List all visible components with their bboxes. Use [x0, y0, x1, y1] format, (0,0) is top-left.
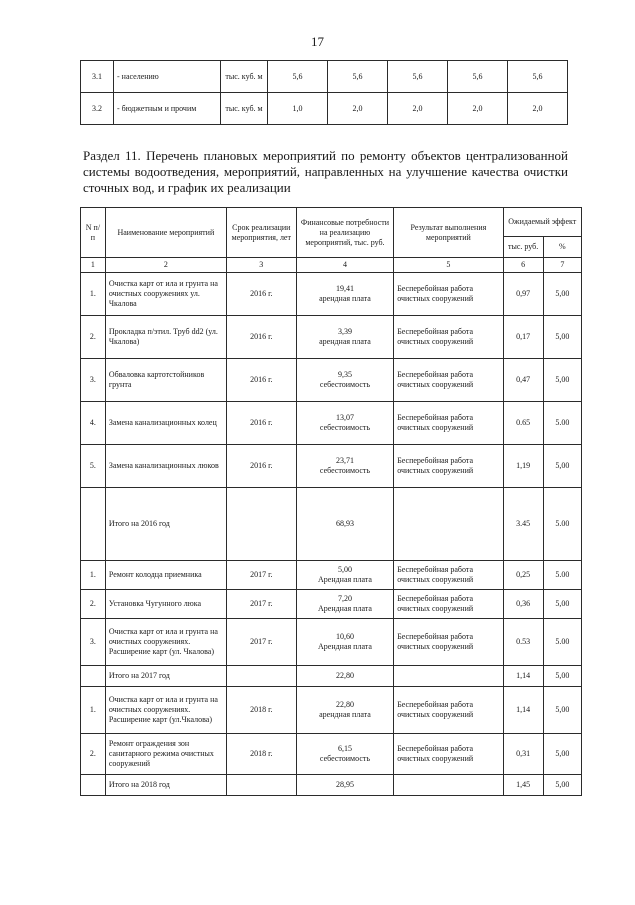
row-name: Итого на 2017 год [105, 666, 226, 687]
finance-amount: 3,39 [337, 327, 352, 336]
row-number: 1. [81, 561, 106, 590]
finance-source: Арендная плата [317, 575, 372, 584]
finance-amount: 28,95 [335, 780, 354, 789]
table-row [81, 273, 582, 316]
row-effect-rub: 0,31 [503, 734, 543, 775]
row-term: 2016 г. [226, 359, 296, 402]
row-name: Установка Чугунного люка [105, 590, 226, 619]
row-name: Итого на 2018 год [105, 775, 226, 796]
row-finance [296, 590, 393, 619]
row-finance [296, 666, 393, 687]
row-value: 2,0 [508, 93, 568, 125]
row-number: 5. [81, 445, 106, 488]
finance-source: себестоимость [319, 380, 371, 389]
index-cell: 4 [296, 258, 393, 273]
row-effect-rub: 1,45 [503, 775, 543, 796]
header-effect: Ожидаемый эффект [503, 208, 581, 237]
row-effect-pct: 5,00 [543, 687, 581, 734]
row-effect-rub: 0,47 [503, 359, 543, 402]
row-term: 2016 г. [226, 273, 296, 316]
row-unit: тыс. куб. м [221, 61, 268, 93]
row-result: Бесперебойная работа очистных сооружений [394, 561, 503, 590]
row-name: Очистка карт от ила и грунта на очистных сооружениях. Расширение карт (ул.Чкалова) [105, 687, 226, 734]
finance-amount: 10,60 [335, 632, 354, 641]
row-effect-rub: 0.65 [503, 402, 543, 445]
row-effect-rub: 1,14 [503, 666, 543, 687]
index-cell: 6 [503, 258, 543, 273]
row-value: 2,0 [448, 93, 508, 125]
finance-source: арендная плата [319, 294, 371, 303]
header-finance: Финансовые потребности на реализацию мероприятий, тыс. руб. [296, 208, 393, 258]
row-effect-rub: 1,19 [503, 445, 543, 488]
row-term [226, 666, 296, 687]
row-value: 2,0 [328, 93, 388, 125]
finance-amount: 13,07 [335, 413, 354, 422]
row-number [81, 775, 106, 796]
row-name: Замена канализационных колец [105, 402, 226, 445]
index-cell: 7 [543, 258, 581, 273]
row-effect-pct: 5,00 [543, 359, 581, 402]
row-finance [296, 488, 393, 561]
row-result [394, 775, 503, 796]
finance-amount: 9,35 [337, 370, 352, 379]
row-effect-pct: 5,00 [543, 666, 581, 687]
row-effect-pct: 5.00 [543, 488, 581, 561]
header-name: Наименование мероприятий [105, 208, 226, 258]
row-name: - населению [114, 61, 221, 93]
row-result: Бесперебойная работа очистных сооружений [394, 445, 503, 488]
row-name: Ремонт ограждения зон санитарного режима очистных сооружений [105, 734, 226, 775]
row-finance [296, 561, 393, 590]
row-result: Бесперебойная работа очистных сооружений [394, 590, 503, 619]
row-number: 1. [81, 273, 106, 316]
finance-amount: 22,80 [335, 671, 354, 680]
table-row [81, 93, 568, 125]
row-effect-rub: 0,97 [503, 273, 543, 316]
total-row [81, 488, 582, 561]
row-name: Прокладка п/этил. Труб dd2 (ул. Чкалова) [105, 316, 226, 359]
total-row [81, 775, 582, 796]
finance-source: арендная плата [319, 710, 371, 719]
row-finance [296, 316, 393, 359]
row-unit: тыс. куб. м [221, 93, 268, 125]
finance-amount: 23,71 [335, 456, 354, 465]
row-result: Бесперебойная работа очистных сооружений [394, 402, 503, 445]
measures-table [80, 207, 582, 796]
row-term [226, 488, 296, 561]
row-effect-pct: 5,00 [543, 445, 581, 488]
finance-amount: 19,41 [335, 284, 354, 293]
table-row [81, 619, 582, 666]
finance-amount: 6,15 [337, 744, 352, 753]
row-result: Бесперебойная работа очистных сооружений [394, 734, 503, 775]
header-effect-pct: % [543, 237, 581, 258]
row-name: Очистка карт от ила и грунта на очистных сооружениях. Расширение карт (ул. Чкалова) [105, 619, 226, 666]
row-name: Итого на 2016 год [105, 488, 226, 561]
row-term: 2017 г. [226, 590, 296, 619]
row-value: 5,6 [448, 61, 508, 93]
row-value: 2,0 [388, 93, 448, 125]
index-cell: 5 [394, 258, 503, 273]
row-term: 2016 г. [226, 445, 296, 488]
row-value: 5,6 [508, 61, 568, 93]
finance-amount: 22,80 [335, 700, 354, 709]
table-row [81, 734, 582, 775]
row-result: Бесперебойная работа очистных сооружений [394, 273, 503, 316]
index-cell: 3 [226, 258, 296, 273]
row-result: Бесперебойная работа очистных сооружений [394, 359, 503, 402]
header-effect-rub: тыс. руб. [503, 237, 543, 258]
row-effect-pct: 5,00 [543, 734, 581, 775]
row-number: 2. [81, 734, 106, 775]
row-number: 2. [81, 316, 106, 359]
header-row [81, 208, 582, 237]
index-row [81, 258, 582, 273]
row-effect-pct: 5.00 [543, 402, 581, 445]
row-effect-rub: 0,17 [503, 316, 543, 359]
finance-source: себестоимость [319, 754, 371, 763]
finance-source: себестоимость [319, 466, 371, 475]
row-result [394, 666, 503, 687]
row-finance [296, 734, 393, 775]
row-effect-rub: 0.53 [503, 619, 543, 666]
finance-amount: 5,00 [337, 565, 352, 574]
page-number: 17 [311, 34, 324, 49]
row-number: 3.1 [81, 61, 114, 93]
row-result: Бесперебойная работа очистных сооружений [394, 316, 503, 359]
row-value: 1,0 [268, 93, 328, 125]
row-finance [296, 273, 393, 316]
row-name: Замена канализационных люков [105, 445, 226, 488]
index-cell: 2 [105, 258, 226, 273]
finance-source: Арендная плата [317, 642, 372, 651]
row-term: 2018 г. [226, 687, 296, 734]
row-name: Обваловка картотстойников грунта [105, 359, 226, 402]
row-effect-rub: 0,25 [503, 561, 543, 590]
finance-source: себестоимость [319, 423, 371, 432]
row-value: 5,6 [328, 61, 388, 93]
row-term [226, 775, 296, 796]
index-cell: 1 [81, 258, 106, 273]
table-row [81, 61, 568, 93]
row-effect-pct: 5,00 [543, 590, 581, 619]
row-finance [296, 775, 393, 796]
row-number: 3. [81, 359, 106, 402]
finance-amount: 68,93 [335, 519, 354, 528]
row-effect-pct: 5.00 [543, 561, 581, 590]
row-number: 2. [81, 590, 106, 619]
section-title: Раздел 11. Перечень плановых мероприятий по ремонту объектов централизованной системы водоотведения, мероприятий, направленных на улучшение качества очистки сточных вод, и график их реализации [83, 148, 568, 195]
row-term: 2016 г. [226, 316, 296, 359]
row-result: Бесперебойная работа очистных сооружений [394, 619, 503, 666]
header-num: N п/п [81, 208, 106, 258]
table-row [81, 590, 582, 619]
total-row [81, 666, 582, 687]
row-name: - бюджетным и прочим [114, 93, 221, 125]
row-result [394, 488, 503, 561]
row-effect-rub: 3.45 [503, 488, 543, 561]
continuation-table [80, 60, 568, 125]
row-effect-pct: 5.00 [543, 619, 581, 666]
measure-rows [81, 273, 582, 796]
finance-source: Арендная плата [317, 604, 372, 613]
row-term: 2017 г. [226, 561, 296, 590]
row-finance [296, 445, 393, 488]
row-effect-pct: 5,00 [543, 273, 581, 316]
row-value: 5,6 [268, 61, 328, 93]
row-finance [296, 359, 393, 402]
row-finance [296, 402, 393, 445]
row-effect-rub: 1,14 [503, 687, 543, 734]
row-number: 3.2 [81, 93, 114, 125]
header-result: Результат выполнения мероприятий [394, 208, 503, 258]
row-finance [296, 687, 393, 734]
row-effect-rub: 0,36 [503, 590, 543, 619]
row-number: 3. [81, 619, 106, 666]
row-name: Ремонт колодца приемника [105, 561, 226, 590]
row-number [81, 666, 106, 687]
row-effect-pct: 5,00 [543, 316, 581, 359]
row-number [81, 488, 106, 561]
table-row [81, 561, 582, 590]
table-row [81, 316, 582, 359]
row-number: 4. [81, 402, 106, 445]
header-term: Срок реализации мероприятия, лет [226, 208, 296, 258]
row-term: 2017 г. [226, 619, 296, 666]
row-result: Бесперебойная работа очистных сооружений [394, 687, 503, 734]
row-number: 1. [81, 687, 106, 734]
table-row [81, 359, 582, 402]
row-value: 5,6 [388, 61, 448, 93]
row-term: 2016 г. [226, 402, 296, 445]
table-row [81, 402, 582, 445]
finance-amount: 7,20 [337, 594, 352, 603]
row-term: 2018 г. [226, 734, 296, 775]
table-row [81, 687, 582, 734]
row-name: Очистка карт от ила и грунта на очистных сооружениях ул. Чкалова [105, 273, 226, 316]
row-effect-pct: 5,00 [543, 775, 581, 796]
finance-source: арендная плата [319, 337, 371, 346]
row-finance [296, 619, 393, 666]
table-row [81, 445, 582, 488]
